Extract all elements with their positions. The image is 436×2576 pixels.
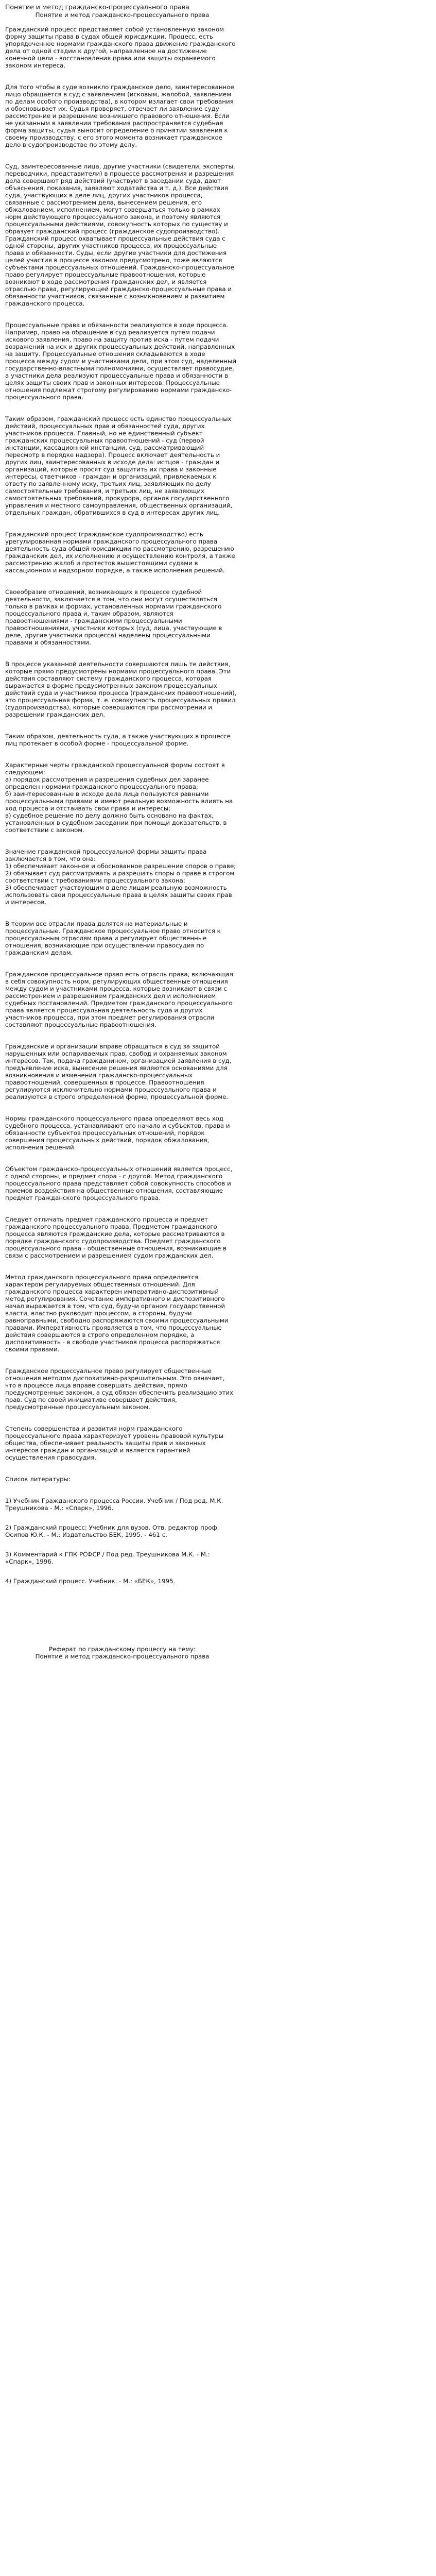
reference-item: 4) Гражданский процесс. Учебник. - М.: «БЕК», 1995. xyxy=(5,1578,176,1585)
paragraph: Метод гражданского процессуального права определяется характером регулируемых общественных отношений. Для гражданского процесса характерен императивно-диспозитивный метод регулирования. Сочетание императивного и диспозитивного начал выражается в том, что суд, будучи органом государственной власти, властно руководит процессом, а стороны, будучи равноправными, свободно распоряжаются своими процессуальными правами. Императивность проявляется в том, что процессуальные действия совершаются в строго определенном порядке, а диспозитивность - в свободе участников процесса распоряжаться своими правами. xyxy=(5,1274,229,1353)
paragraph: Объектом гражданско-процессуальных отношений является процесс, с одной стороны, и предмет спора - с другой. Метод гражданского процессуального права представляет собой совокупность способов и приемов воздействия на общественные отношения, составляющие предмет гражданского процессуального права. xyxy=(5,1165,233,1201)
paragraph: Гражданский процесс (гражданское судопроизводство) есть урегулированная нормами гражданского процессуального права деятельность суда общей юрисдикции по рассмотрению, разрешению гражданских дел, их исполнению и осуществлению контроля, а также рассмотрению жалоб и протестов вышестоящими судами в кассационном и надзорном порядке, а также исполнения решений. xyxy=(5,531,235,574)
references-list xyxy=(5,1497,237,1585)
paragraph: Гражданское процессуальное право есть отрасль права, включающая в себя совокупность норм, регулирующих общественные отношения между судом и участниками процесса, которые возникают в связи с рассмотрением и разрешением гражданских дел и исполнением судебных постановлений. Предметом гражданского процессуального права является процессуальная деятельность суда и других участников процесса, при этом предмет регулирования отрасли составляют процессуальные правоотношения. xyxy=(5,971,234,1028)
paragraph: В процессе указанной деятельности совершаются лишь те действия, которые прямо предусмотрены нормами процессуального права. Эти действия составляют систему гражданского процесса, которая выражается в форме предусмотренных законом процессуальных действий суда и участников процесса (гражданских правоотношений), это процессуальная форма, т. е. совокупность процессуальных правил (судопроизводства), которые совершаются при рассмотрении и разрешении гражданских дел. xyxy=(5,660,237,718)
paragraph: Характерные черты гражданской процессуальной формы состоят в следующем: а) порядок рассмотрения и разрешения судебных дел заранее определен нормами гражданского процессуального права; б) заинтересованные в исходе дела лица пользуются равными процессуальными правами и имеют реальную возможность влиять на ход процесса и отстаивать свои права и интересы; в) судебное решение по делу должно быть основано на фактах, установленных в судебном заседании при помощи доказательств, в соответствии с законом. xyxy=(5,761,233,834)
paragraph: Процессуальные права и обязанности реализуются в ходе процесса. Например, право на обращение в суд реализуется путем подачи искового заявления, право на защиту против иска - путем подачи возражений на иск и других процессуальных действий, направленных на защиту. Процессуальные отношения складываются в ходе процесса между судом и участниками дела, при этом суд, наделенный государственно-властными полномочиями, осуществляет правосудие, а участники дела реализуют процессуальные права и обязанности в целях защиты своих прав и законных интересов. Процессуальные отношения подлежат строгому регулированию нормами гражданско-процессуального права. xyxy=(5,321,237,401)
footer-line: Понятие и метод гражданско-процессуального права xyxy=(35,1653,210,1660)
reference-item: 2) Гражданский процесс: Учебник для вузов. Отв. редактор проф. Осипов Ю.К. - М.: Издательство БЕК, 1995. - 461 с. xyxy=(5,1524,219,1538)
paragraph: Степень совершенства и развития норм гражданского процессуального права характеризует уровень правовой культуры общества, обеспечивает реальность защиты прав и законных интересов граждан и организаций и является гарантией осуществления правосудия. xyxy=(5,1425,224,1461)
document-body xyxy=(5,26,237,1660)
paragraph: Значение гражданской процессуальной формы защиты права заключается в том, что она: 1) обеспечивает законное и обоснованное разрешение споров о праве; 2) обязывает суд рассматривать и разрешать споры о праве в строгом соответствии с требованиями процессуального закона; 3) обеспечивает участвующим в деле лицам реальную возможность использовать свои процессуальные права в целях защиты своих прав и интересов. xyxy=(5,848,236,906)
paragraph: Для того чтобы в суде возникло гражданское дело, заинтересованное лицо обращается в суд с заявлением (исковым, жалобой, заявлением по делам особого производства), в котором излагает свои требования и обосновывает их. Судья проверяет, отвечает ли заявление суду рассмотрение и разрешение возникшего правового отношения. Если не указанным в заявлении требования распространяется судебная форма защиты, судья выносит определение о принятии заявления к своему производству, с его этого момента возникает гражданское дело в судопроизводстве по этому делу. xyxy=(5,83,234,148)
paragraph: В теории все отрасли права делятся на материальные и процессуальные. Гражданское процессуальное право относится к процессуальным отраслям права и регулирует общественные отношения, возникающие при осуществлении правосудия по гражданским делам. xyxy=(5,920,221,956)
paragraph: Следует отличать предмет гражданского процесса и предмет гражданского процессуального права. Предметом гражданского процесса являются гражданские дела, которые рассматриваются в порядке гражданского судопроизводства. Предмет гражданского процессуального права - общественные отношения, возникающие в связи с рассмотрением и разрешением судом гражданских дел. xyxy=(5,1216,226,1259)
paragraph: Суд, заинтересованные лица, другие участники (свидетели, эксперты, переводчики, представители) в процессе рассмотрения и разрешения дела совершают ряд действий (участвуют в заседании суда, дают объяснения, показания, заявляют ходатайства и т. д.). Все действия суда, участвующих в деле лиц, других участников процесса, связанные с рассмотрением дела, вынесением решения, его обжалованием, исполнением, могут совершаться только в рамках норм действующего процессуального закона, и поэтому являются процессуальными действиями, совокупность которых по существу и образует гражданский процесс (гражданское судопроизводство). Гражданский процесс охватывает процессуальные действия суда с одной стороны, других участников процесса, их процессуальные права и обязанности. Суды, если другие участники для достижения целей участия в процессе законом предусмотрено, тоже являются субъектами процессуальных отношений. Гражданско-процессуальное право регулирует процессуальные правоотношения, которые возникают в ходе рассмотрения гражданских дел, и является отраслью права, регулирующей гражданско-процессуальные права и обязанности участников, связанные с возникновением и развитием гражданского процесса. xyxy=(5,163,235,307)
references-heading: Список литературы: xyxy=(5,1476,71,1483)
paragraph: Нормы гражданского процессуального права определяют весь ход судебного процесса, устанавливают его начало и субъектов, права и обязанности субъектов процессуальных отношений, порядок совершения процессуальных действий, порядок обжалования, исполнения решений. xyxy=(5,1115,230,1151)
paragraph: Таким образом, гражданский процесс есть единство процессуальных действий, процессуальных прав и обязанностей суда, других участников процесса. Главный, но не единственный субъект гражданских процессуальных правоотношений - суд (первой инстанции, кассационной инстанции, суд, рассматривающий пересмотр в порядке надзора). Процесс включает деятельность и других лиц, заинтересованных в исходе дела: истцов - граждан и организаций, которые просят суд защитить их права и законные интересы, ответчиков - граждан и организаций, привлекаемых к ответу по заявленному иску, третьих лиц, заявляющих по делу самостоятельные требования, и третьих лиц, не заявляющих самостоятельных требований, прокурора, органов государственного управления и местного самоуправления, общественных организаций, отдельных граждан, обратившихся в суд в интересах других лиц. xyxy=(5,415,233,516)
paragraph: Гражданский процесс представляет собой установленную законом форму защиты права в судах общей юрисдикции. Процесс, есть упорядоченное нормами гражданского права движение гражданского дела от одной стадии к другой, направленное на достижение конечной цели - восстановления права или защиты охраняемого законом интереса. xyxy=(5,26,236,69)
footer-line: Реферат по гражданскому процессу на тему: xyxy=(49,1646,196,1653)
paragraph: Своеобразие отношений, возникающих в процессе судебной деятельности, заключается в том, что они могут осуществляться только в рамках и формах, установленных нормами гражданского процессуального права и, таким образом, являются правоотношениями - гражданскими процессуальными правоотношениями, участники которых (суд, лица, участвующие в деле, другие участники процесса) наделены процессуальными правами и обязанностями. xyxy=(5,588,222,646)
document-footer xyxy=(5,1646,239,1660)
reference-item: 3) Комментарий к ГПК РСФСР / Под ред. Треушникова М.К. - М.: «Спарк», 1996. xyxy=(5,1551,210,1565)
paragraph: Таким образом, деятельность суда, а также участвующих в процессе лиц протекает в особой форме - процессуальной форме. xyxy=(5,733,231,747)
page-subtitle: Понятие и метод гражданско-процессуального права xyxy=(35,11,210,19)
page-title: Понятие и метод гражданско-процессуального права xyxy=(5,3,189,11)
reference-item: 1) Учебник Гражданского процесса России. Учебник / Под ред. М.К. Треушникова - М.: «Спарк», 1996. xyxy=(5,1497,223,1512)
paragraph: Гражданское процессуальное право регулирует общественные отношения методом диспозитивно-разрешительным. Это означает, что в процессе лица вправе совершать действия, прямо предусмотренные законом, а суд обязан обеспечить реализацию этих прав. Суд по своей инициативе совершает действия, предусмотренные процессуальным законом. xyxy=(5,1367,234,1411)
paragraph: Гражданские и организации вправе обращаться в суд за защитой нарушенных или оспариваемых прав, свобод и охраняемых законом интересов. Так, подача гражданином, организацией заявления в суд, предъявление иска, вынесение решения являются основаниями для возникновения и изменения гражданско-процессуальных правоотношений, совершенных в процессе. Правоотношения регулируются исключительно нормами процессуального права и реализуются в строго определенной форме, процессуальной форме. xyxy=(5,1043,232,1100)
